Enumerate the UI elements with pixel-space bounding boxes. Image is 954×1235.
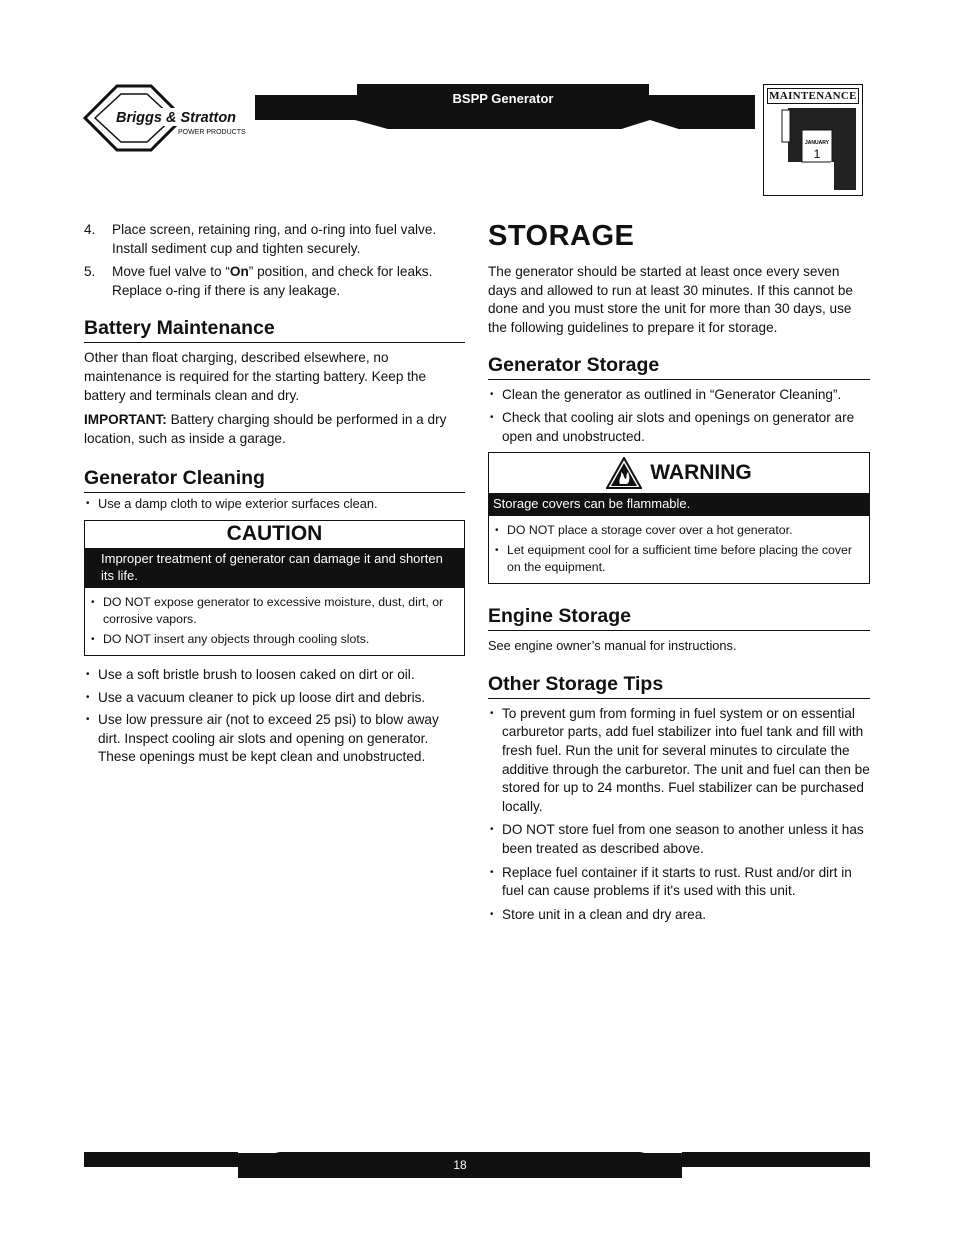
step-text: ” position, and check for leaks. Replace o-ring if there is any leakage. [112,264,433,298]
list-item: • Let equipment cool for a sufficient time before placing the cover on the equipment. [493,542,863,576]
important-label: IMPORTANT: [84,412,167,428]
maintenance-badge [763,84,863,196]
list-item: • Use a damp cloth to wipe exterior surfaces clean. [84,495,465,514]
brand-sub: POWER PRODUCTS [178,129,246,136]
product-title: BSPP Generator [357,84,649,112]
gen-storage-list [488,386,870,446]
calendar-month: JANUARY [805,140,829,146]
warning-header [489,453,869,493]
warning-box [488,452,870,584]
engine-storage-heading: Engine Storage [488,604,870,631]
page-number: 18 [238,1153,682,1178]
list-item: • Use a vacuum cleaner to pick up loose dirt and debris. [84,689,465,708]
maintenance-label: MAINTENANCE [767,88,859,104]
list-item: • Replace fuel container if it starts to rust. Rust and/or dirt in fuel can cause problems if it's used with this unit. [488,864,870,901]
battery-important [84,411,465,448]
briggs-stratton-logo [83,84,253,152]
warning-body [489,516,869,583]
left-column [84,221,465,772]
engine-storage-text: See engine owner’s manual for instructions. [488,638,737,654]
steps-list [84,221,465,300]
warning-band: Storage covers can be flammable. [489,493,869,516]
battery-para: Other than float charging, described elsewhere, no maintenance is required for the starting battery. Keep the battery and terminals clean and dry. [84,350,427,403]
caution-box [84,520,465,656]
fire-warning-icon [606,457,642,489]
caution-band: Improper treatment of generator can damage it and shorten its life. [85,548,464,588]
caution-body [85,588,464,655]
right-column [488,221,870,929]
list-item: • Use low pressure air (not to exceed 25 psi) to blow away dirt. Inspect cooling air slots and opening on generator. These openings must be kept clean and unobstructed. [84,711,465,767]
list-item: • Clean the generator as outlined in “Generator Cleaning”. [488,386,870,405]
important-text: Battery charging should be performed in a dry location, such as inside a garage. [84,412,447,446]
caution-list [89,594,458,648]
step-item [84,221,465,258]
caution-title: CAUTION [226,521,323,545]
storage-intro: The generator should be started at least once every seven days and allowed to run at least 30 minutes. If this cannot be done and you must store the unit for more than 30 days, use the following guidelines to prepare it for storage. [488,264,853,335]
cleaning-heading: Generator Cleaning [84,466,465,493]
list-item: • Use a soft bristle brush to loosen caked on dirt or oil. [84,666,465,685]
cleaning-list-2 [84,666,465,767]
list-item: • To prevent gum from forming in fuel system or on essential carburetor parts, add fuel stabilizer into fuel tank and fill with fresh fuel. Run the unit for several minutes to circulate the additive through the carburetor. The unit and fuel can then be stored for up to 24 months. Fuel stabilizer can be purchased locally. [488,705,870,817]
page-title: STORAGE [488,220,635,252]
warning-list [493,522,863,576]
list-item: • DO NOT store fuel from one season to another unless it has been treated as described above. [488,821,870,858]
step-number: 5. [84,264,96,280]
brand-name: Briggs & Stratton [116,110,237,126]
step-text: Place screen, retaining ring, and o-ring into fuel valve. Install sediment cup and tighten securely. [112,222,437,256]
battery-heading: Battery Maintenance [84,316,465,343]
list-item: • Check that cooling air slots and openings on generator are open and unobstructed. [488,409,870,446]
warning-title: WARNING [650,460,752,484]
list-item: • DO NOT expose generator to excessive moisture, dust, dirt, or corrosive vapors. [89,594,458,628]
step-bold: On [229,264,249,280]
gen-storage-heading: Generator Storage [488,353,870,380]
list-item: • DO NOT place a storage cover over a hot generator. [493,522,863,539]
list-item: • DO NOT insert any objects through cooling slots. [89,631,458,648]
step-item [84,263,465,300]
list-item: • Store unit in a clean and dry area. [488,906,870,925]
step-number: 4. [84,222,96,237]
calendar-day: 1 [813,147,821,161]
step-text: Move fuel valve to “ [112,264,230,280]
header-bar-notch [255,118,755,129]
cleaning-list-1 [84,495,465,514]
tips-list [488,705,870,925]
calendar-wrench-icon [764,104,862,194]
tips-heading: Other Storage Tips [488,672,870,699]
